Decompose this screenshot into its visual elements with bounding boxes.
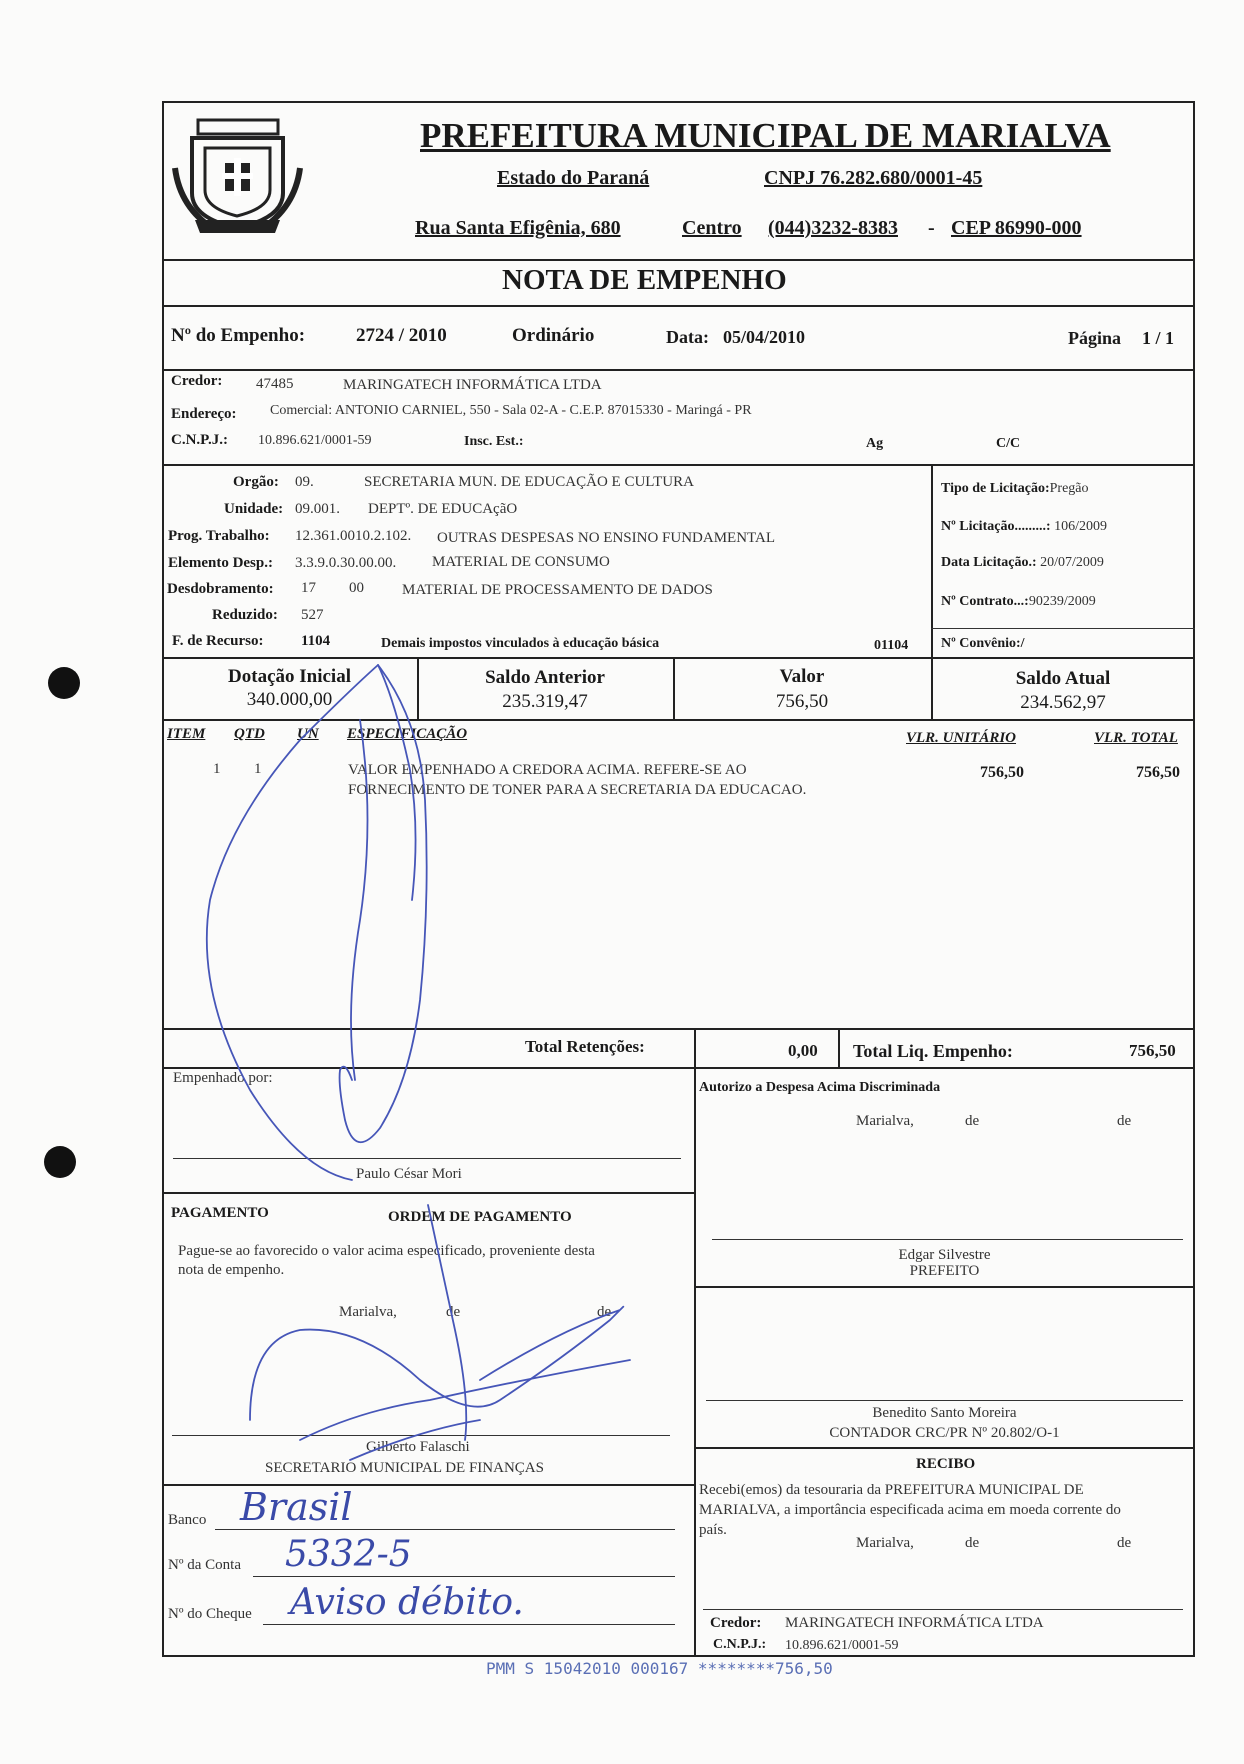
- recibo-cnpj-label: C.N.P.J.:: [713, 1637, 767, 1652]
- saldo-atual-value: 234.562,97: [1020, 692, 1106, 713]
- pagamento-city: Marialva,: [339, 1304, 397, 1320]
- empenho-number-label: Nº do Empenho:: [171, 325, 306, 346]
- banco-value: Brasil: [240, 1485, 353, 1529]
- retencoes-label: Total Retenções:: [525, 1037, 645, 1056]
- signature-line: [706, 1400, 1183, 1401]
- unidade-code: 09.001.: [295, 501, 340, 517]
- desdobramento-b: 00: [349, 580, 364, 596]
- prefeito-role: PREFEITO: [909, 1263, 980, 1279]
- tipo-licitacao-value: Pregão: [1049, 481, 1089, 496]
- ordem-pagamento-label: ORDEM DE PAGAMENTO: [388, 1209, 572, 1225]
- col-unit-value: VLR. UNITÁRIO: [906, 730, 1017, 746]
- item-total-value: 756,50: [1136, 764, 1180, 781]
- banco-line: [215, 1529, 675, 1530]
- orgao-code: 09.: [295, 474, 314, 490]
- tipo-licitacao: [941, 482, 1089, 496]
- autorizo-de2: de: [1117, 1113, 1132, 1129]
- num-contrato-label: Nº Contrato...:: [941, 594, 1029, 609]
- valor-value: 756,50: [775, 691, 829, 712]
- orgao-label: Orgão:: [233, 474, 279, 490]
- ag-label: Ag: [866, 436, 884, 451]
- data-licitacao: [941, 556, 1104, 570]
- recibo-cnpj: 10.896.621/0001-59: [785, 1638, 899, 1653]
- pagamento-text-1: Pague-se ao favorecido o valor acima especificado, proveniente desta: [178, 1243, 595, 1259]
- credor-name: MARINGATECH INFORMÁTICA LTDA: [343, 377, 602, 393]
- tipo-licitacao-label: Tipo de Licitação:: [941, 481, 1050, 496]
- punch-hole-top: [48, 667, 80, 699]
- header-address: Rua Santa Efigênia, 680: [415, 217, 621, 239]
- empenho-date: 05/04/2010: [723, 327, 806, 347]
- unidade-label: Unidade:: [224, 501, 284, 517]
- recibo-title: RECIBO: [916, 1456, 976, 1472]
- orgao-name: SECRETARIA MUN. DE EDUCAÇÃO E CULTURA: [364, 474, 694, 490]
- recibo-de2: de: [1117, 1535, 1132, 1551]
- credor-cnpj: 10.896.621/0001-59: [258, 433, 372, 448]
- header-cep: CEP 86990-000: [951, 217, 1082, 239]
- dotacao-inicial-label: Dotação Inicial: [228, 666, 351, 687]
- liq-empenho-label: Total Liq. Empenho:: [853, 1041, 1013, 1061]
- prog-code: 12.361.0010.2.102.: [295, 528, 412, 544]
- recurso-num: 01104: [874, 638, 909, 653]
- recurso-name: Demais impostos vinculados à educação básica: [381, 636, 660, 651]
- item-unit-value: 756,50: [980, 764, 1024, 781]
- recibo-de1: de: [965, 1535, 980, 1551]
- header-phone: (044)3232-8383: [768, 217, 898, 239]
- divider: [694, 1447, 1195, 1449]
- cheque-line: [263, 1624, 675, 1625]
- num-contrato-value: 90239/2009: [1028, 594, 1096, 609]
- secretario-name: Gilberto Falaschi: [366, 1439, 470, 1455]
- divider: [838, 1028, 840, 1068]
- cheque-label: Nº do Cheque: [168, 1606, 252, 1622]
- elemento-name: MATERIAL DE CONSUMO: [432, 554, 610, 570]
- banco-label: Banco: [168, 1512, 207, 1528]
- saldo-anterior-label: Saldo Anterior: [485, 667, 605, 688]
- divider: [162, 1028, 1195, 1030]
- divider: [931, 628, 1195, 629]
- item-qtd: 1: [254, 761, 262, 777]
- desdobramento-label: Desdobramento:: [167, 581, 274, 597]
- num-licitacao-value: 106/2009: [1054, 519, 1107, 534]
- signature-line: [712, 1239, 1183, 1240]
- item-spec-line1: VALOR EMPENHADO A CREDORA ACIMA. REFERE-SE AO: [348, 762, 747, 778]
- signature-line: [703, 1609, 1183, 1610]
- recibo-text-3: país.: [699, 1522, 727, 1538]
- divider: [162, 1067, 1195, 1069]
- credor-address: Comercial: ANTONIO CARNIEL, 550 - Sala 02-A - C.E.P. 87015330 - Maringá - PR: [270, 403, 752, 418]
- prog-label: Prog. Trabalho:: [168, 528, 270, 544]
- conta-label: Nº da Conta: [168, 1557, 241, 1573]
- recibo-credor-label: Credor:: [710, 1615, 762, 1631]
- divider: [162, 259, 1195, 261]
- credor-code: 47485: [256, 376, 294, 392]
- col-un: UN: [297, 726, 319, 742]
- signature-line: [172, 1435, 670, 1436]
- page-number: 1 / 1: [1142, 328, 1175, 348]
- print-stamp: PMM S 15042010 000167 ********756,50: [486, 1659, 833, 1678]
- convenio-label: Nº Convênio:/: [941, 636, 1025, 651]
- autorizo-city: Marialva,: [856, 1113, 914, 1129]
- saldo-atual-label: Saldo Atual: [1015, 668, 1111, 689]
- conta-line: [253, 1576, 675, 1577]
- divider: [694, 1067, 696, 1657]
- num-licitacao-label: Nº Licitação.........:: [941, 519, 1051, 534]
- contador-role: CONTADOR CRC/PR Nº 20.802/O-1: [829, 1425, 1060, 1441]
- divider: [162, 719, 1195, 721]
- divider: [694, 1286, 1195, 1288]
- page-label: Página: [1068, 328, 1122, 348]
- pagamento-label: PAGAMENTO: [171, 1205, 269, 1221]
- col-spec: ESPECIFICAÇÃO: [347, 726, 468, 742]
- header-district: Centro: [682, 217, 742, 239]
- cnpj-label: C.N.P.J.:: [171, 432, 228, 448]
- cc-label: C/C: [996, 436, 1021, 451]
- recibo-text-1: Recebi(emos) da tesouraria da PREFEITURA MUNICIPAL DE: [699, 1482, 1084, 1498]
- num-contrato: [941, 595, 1096, 609]
- coat-of-arms-seal: [170, 108, 305, 238]
- divider: [162, 369, 1195, 371]
- endereco-label: Endereço:: [171, 406, 237, 422]
- credor-label: Credor:: [171, 373, 223, 389]
- header-dash: -: [928, 217, 935, 239]
- insc-est-label: Insc. Est.:: [464, 434, 524, 449]
- autorizo-label: Autorizo a Despesa Acima Discriminada: [699, 1080, 941, 1095]
- contador-name: Benedito Santo Moreira: [872, 1405, 1017, 1421]
- data-licitacao-label: Data Licitação.:: [941, 555, 1037, 570]
- prefeito-name: Edgar Silvestre: [898, 1247, 991, 1263]
- divider: [162, 657, 1195, 659]
- pagamento-de2: de: [597, 1304, 612, 1320]
- punch-hole-bottom: [44, 1146, 76, 1178]
- dotacao-inicial-value: 340.000,00: [246, 689, 333, 710]
- recibo-city: Marialva,: [856, 1535, 914, 1551]
- item-spec-line2: FORNECIMENTO DE TONER PARA A SECRETARIA DA EDUCACAO.: [348, 782, 807, 798]
- doc-title: NOTA DE EMPENHO: [502, 264, 787, 296]
- autorizo-de1: de: [965, 1113, 980, 1129]
- reduzido-value: 527: [301, 607, 324, 623]
- recurso-label: F. de Recurso:: [172, 633, 264, 649]
- empenhado-name: Paulo César Mori: [356, 1166, 462, 1182]
- elemento-code: 3.3.9.0.30.00.00.: [295, 555, 397, 571]
- empenho-number: 2724 / 2010: [356, 325, 447, 346]
- cheque-value: Aviso débito.: [290, 1582, 524, 1623]
- col-qtd: QTD: [234, 726, 265, 742]
- pagamento-text-2: nota de empenho.: [178, 1262, 285, 1278]
- divider: [694, 1028, 696, 1068]
- retencoes-value: 0,00: [788, 1041, 818, 1060]
- secretario-role: SECRETARIO MUNICIPAL DE FINANÇAS: [265, 1460, 544, 1476]
- desdobramento-name: MATERIAL DE PROCESSAMENTO DE DADOS: [402, 582, 713, 598]
- valor-label: Valor: [779, 666, 825, 687]
- divider: [162, 1192, 694, 1194]
- prog-name: OUTRAS DESPESAS NO ENSINO FUNDAMENTAL: [437, 530, 775, 546]
- data-licitacao-value: 20/07/2009: [1040, 555, 1104, 570]
- col-item: ITEM: [167, 726, 206, 742]
- header-state: Estado do Paraná: [497, 167, 650, 189]
- signature-line: [173, 1158, 681, 1159]
- desdobramento-a: 17: [301, 580, 316, 596]
- item-number: 1: [213, 761, 221, 777]
- liq-empenho-value: 756,50: [1129, 1041, 1176, 1060]
- num-licitacao: [941, 520, 1107, 534]
- saldo-anterior-value: 235.319,47: [502, 691, 588, 712]
- header-cnpj: CNPJ 76.282.680/0001-45: [764, 167, 983, 189]
- empenho-type: Ordinário: [512, 325, 595, 346]
- elemento-label: Elemento Desp.:: [168, 555, 273, 571]
- header-title: PREFEITURA MUNICIPAL DE MARIALVA: [420, 116, 1111, 155]
- recibo-credor-name: MARINGATECH INFORMÁTICA LTDA: [785, 1615, 1044, 1631]
- divider: [162, 464, 1195, 466]
- pagamento-de1: de: [446, 1304, 461, 1320]
- empenho-date-label: Data:: [666, 327, 709, 347]
- col-total-value: VLR. TOTAL: [1094, 730, 1178, 746]
- recurso-code: 1104: [301, 633, 331, 649]
- recibo-text-2: MARIALVA, a importância especificada acima em moeda corrente do: [699, 1502, 1121, 1518]
- divider: [162, 305, 1195, 307]
- conta-value: 5332-5: [285, 1534, 412, 1575]
- unidade-name: DEPTº. DE EDUCAçãO: [368, 501, 518, 517]
- empenhado-label: Empenhado por:: [173, 1070, 273, 1086]
- reduzido-label: Reduzido:: [212, 607, 278, 623]
